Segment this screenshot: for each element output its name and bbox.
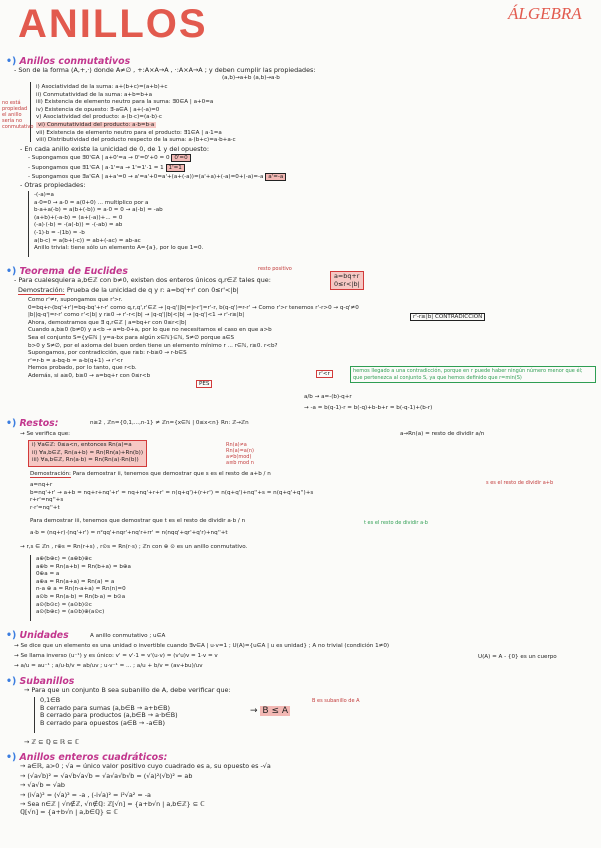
- unidades-intro: A anillo conmutativo ; u∈A: [90, 633, 166, 639]
- green-label-t: t es el resto de dividir a·b: [364, 520, 428, 526]
- props-bracket: [30, 82, 31, 142]
- restos-definition: n≥2 , ℤn={0,1,...,n-1} ≠ ℤn={x∈ℕ | 0≤x<n} Rn: ℤ→ℤn: [90, 420, 249, 426]
- section-anillos-conmutativos: •) Anillos conmutativos: [6, 56, 131, 67]
- contradiction-green-note: hemos llegado a una contradicción, porque en r puede haber ningún número menor que él; que pertenezca al conjunto S, ya que hemos definido que r=min(S): [350, 366, 596, 383]
- otras-propiedades-intro: - Otras propiedades:: [20, 181, 86, 189]
- restos-verifica: → Se verifica que:: [20, 431, 71, 437]
- ring-props-bracket: [30, 555, 31, 621]
- unicidad-intro: - En cada anillo existe la unicidad de 0, de 1 y del opuesto:: [20, 145, 209, 153]
- restos-properties: i) ∀a∈ℤ: 0≤a<n, entonces Rn(a)=a ii) ∀a,b∈ℤ, Rn(a+b) = Rn(Rn(a)+Rn(b)) iii) ∀a,b∈ℤ, Rn(a·b) = Rn(Rn(a)·Rn(b)): [28, 440, 147, 467]
- section-unidades: •) Unidades: [6, 630, 69, 641]
- subanillos-intro: → Para que un conjunto B sea subanillo de A, debe verificar que:: [24, 686, 231, 694]
- euclides-box: a=bq+r 0≤r<|b|: [330, 271, 364, 290]
- section-teorema-euclides: •) Teorema de Euclides: [6, 266, 128, 277]
- subanillos-conditions: 0,1∈B B cerrado para sumas (a,b∈B → a+b∈B) B cerrado para productos (a,b∈B → a·b∈B) B cerrado para opuestos (a∈B → -a∈B): [40, 696, 178, 727]
- page-title: ANILLOS: [18, 2, 208, 46]
- section-restos: •) Restos:: [6, 418, 59, 429]
- conmutative-side-note: no está propiedad el anillo sería no conmutativo: [2, 100, 34, 130]
- euclides-proof-lead: Demostración: Prueba de la unicidad de q y r: a=bq'+r' con 0≤r'<|b|: [18, 286, 239, 294]
- euclides-statement: - Para cualesquiera a,b∈ℤ con b≠0, existen dos enteros únicos q,r∈ℤ tales que:: [14, 276, 271, 284]
- anillo-properties: i) Asociatividad de la suma: a+(b+c)=(a+b)+c ii) Conmutatividad de la suma: a+b=b+a iii) Existencia de elemento neutro para la suma: ∃0∈A | a+0=a iv) Existencia de opuesto: ∃-a∈A | a+(-a)=0 v) Asociatividad del producto: a·(b·c)=(a·b)·c vi) Conmutatividad del producto: a·b=b·a vii) Existencia de elemento neutro para el producto: ∃1∈A | a·1=a viii) Distributividad del producto respecto de la suma: a·(b+c)=a·b+a·c: [36, 84, 236, 144]
- subanillos-bracket: [34, 697, 35, 733]
- anillo-definition: - Son de la forma (A,+,·) donde A≠∅ , +:A×A→A , ·:A×A→A ; y deben cumplir las propiedades:: [14, 66, 316, 74]
- zn-ring-line: → r,s ∈ ℤn , r⊕s = Rn(r+s) , r⊙s = Rn(r·s) ; ℤn con ⊕ ⊙ es un anillo conmutativo.: [20, 544, 248, 550]
- section-subanillos: •) Subanillos: [6, 676, 75, 687]
- resto-positivo-note: resto positivo: [258, 266, 292, 272]
- negative-case-lines: a/b → a=-(b)-q+r → -a = b(q-1)-r = b(-q)+b-b+r = b(-q-1)+(b-r): [304, 394, 433, 411]
- otras-propiedades-list: -(-a)=a a·0=0 → a·0 = a(0+0) ... multiplico por a b·a+a(-b) = a(b+(-b)) = a·0 = 0 → a(-b) = -ab (a+b)+(-a-b) = (a+(-a))+... = 0 (-a)·(-b) = -(a(-b)) = -(-ab) = ab (-1)·b = -(1b) = -b a(b-c) = a(b+(-c)) = ab+(-ac) = ab-ac Anillo trivial: tiene sólo un elemento A={a}, por lo que 1=0.: [34, 192, 204, 252]
- unicidad-lines: - Supongamos que ∃0'∈A | a+0'=a → 0'=0'+0 = 0 0'=0 - Supongamos que ∃1'∈A | a·1'=a → 1'=1'·1 = 1 1'=1 - Supongamos que ∃a'∈A | a+a'=0 → a'=a'+0=a'+(a+(-a))=(a'+a)+(-a)=0+(-a)=-a a'=-a: [28, 155, 286, 182]
- euclides-proof-lines: Como r'≠r, supongamos que r'>r. 0=bq+r-(bq'+r')=bq-bq'+r-r' como q,r,q',r'∈ℤ → |q-q'||b|=|r-r'|=r'-r, b(q-q')=r-r' → Como r'>r tenemos r'-r>0 → q-q'≠0 |b||q-q'|=r-r' como r'<|b| y r≥0 → r'-r<|b| → |q-q'||b|<|b| → |q-q'|<1 → r'-r≥|b| Ahora, demostramos que ∃ q,r∈ℤ | a=bq+r con 0≤r<|b| Cuando a,b≥0 (b≠0) y a<b → a=b·0+a, por lo que no necesitamos el caso en que a>b Sea el conjunto S={y∈ℕ | y=a-bx para algún x∈ℕ}⊆ℕ, S≠∅ porque a∈S b>0 y S≠∅, por el axioma del buen orden tiene un elemento mínimo r ... r∈ℕ, r≥0. r<b? Supongamos, por contradicción, que r≥b: r-b≥0 → r-b∈S r'=r-b = a-bq-b = a-b(q+1) → r'<r Hemos probado, por lo tanto, que r<b. Además, si a≥0, b≥0 → a=bq+r con 0≤r<b: [28, 297, 359, 379]
- number-chain: → ℤ ⊆ ℚ ⊆ ℝ ⊆ ℂ: [24, 738, 79, 746]
- contradiction-box: r'-r≥|b| CONTRADICCIÓN: [410, 314, 485, 322]
- restos-proof-lead: Demostración: Para demostrar ii, tenemos que demostrar que s es el resto de a+b / n: [30, 471, 271, 477]
- unidades-cuerpo-note: U(A) = A - {0} es un cuerpo: [478, 654, 557, 660]
- zn-ring-properties: a⊕(b⊕c) = (a⊕b)⊕c a⊕b = Rn(a+b) = Rn(b+a) = b⊕a 0⊕a = a a⊕a = Rn(a+a) = Rn(a) = a n-a ⊕ a = Rn(n-a+a) = Rn(n)=0 a⊙b = Rn(a·b) = Rn(b·a) = b⊙a a⊙(b⊙c) = (a⊙b)⊙c a⊙(b⊕c) = (a⊙b)⊕(a⊙c): [36, 556, 131, 616]
- section-enteros-cuadraticos: •) Anillos enteros cuadráticos:: [6, 752, 168, 763]
- pes-box: PES: [196, 381, 212, 389]
- restos-proof-lines: a=nq+r b=nq'+r' → a+b = nq+r+nq'+r' = nq+nq'+r+r' = n(q+q')+(r+r') = n(q+q')+nq''+s = n(q+q'+q'')+s r+r'=nq''+s r·r'=nq''+t Para demostrar iii, tenemos que demostrar que t es el resto de dividir a·b / n a·b = (nq+r)·(nq'+r') = n²qq'+nqr'+nq'r+rr' = n(nqq'+qr'+q'r)+nq''+t: [30, 482, 314, 536]
- restos-map-definition: a→Rn(a) = resto de dividir a/n: [400, 431, 485, 437]
- subanillo-note: B es subanillo de A: [312, 698, 360, 704]
- cuadraticos-lines: → a∈ℝ, a>0 ; √a = único valor positivo cuyo cuadrado es a, su opuesto es -√a → (√a√b)² = √a√b√a√b = √a√a√b√b = (√a)²(√b)² = ab → √a√b = √ab → (i√a)² = (√a)² = -a , (-i√a)² = i²√a² = -a → Sea n∈ℤ | √n∉ℤ, √n∉ℚ: ℤ[√n] = {a+b√n | a,b∈ℤ} ⊆ ℂ ℚ[√n] = {a+b√n | a,b∈ℚ} ⊆ ℂ: [20, 762, 271, 816]
- restos-notation-list: Rn(a)≠a Rn(a)=a(n) a≠b(mod) a≡b mod n: [226, 442, 254, 466]
- subject-label: ÁLGEBRA: [508, 4, 582, 23]
- absurd-box: r'<r: [316, 371, 333, 379]
- green-label-s: s es el resto de dividir a+b: [486, 480, 554, 486]
- unidades-lines: → Se dice que un elemento es una unidad o invertible cuando ∃v∈A | u·v=1 ; U(A)={u∈A | u es unidad} ; A no trivial (condición 1≠0) → Se llama inverso (u⁻¹) y es único: v' = v'·1 = v'(u·v) = (v'u)v = 1·v = v → a/u = au⁻¹ ; a/u·b/v = ab/uv ; u·v⁻¹ = ... ; a/u + b/v = (av+bu)/uv: [14, 643, 390, 670]
- other-props-bracket: [28, 191, 29, 257]
- subanillo-result: → B ≤ A: [250, 706, 288, 716]
- anillo-definition-maps: (a,b)→a+b (a,b)→a·b: [222, 75, 280, 81]
